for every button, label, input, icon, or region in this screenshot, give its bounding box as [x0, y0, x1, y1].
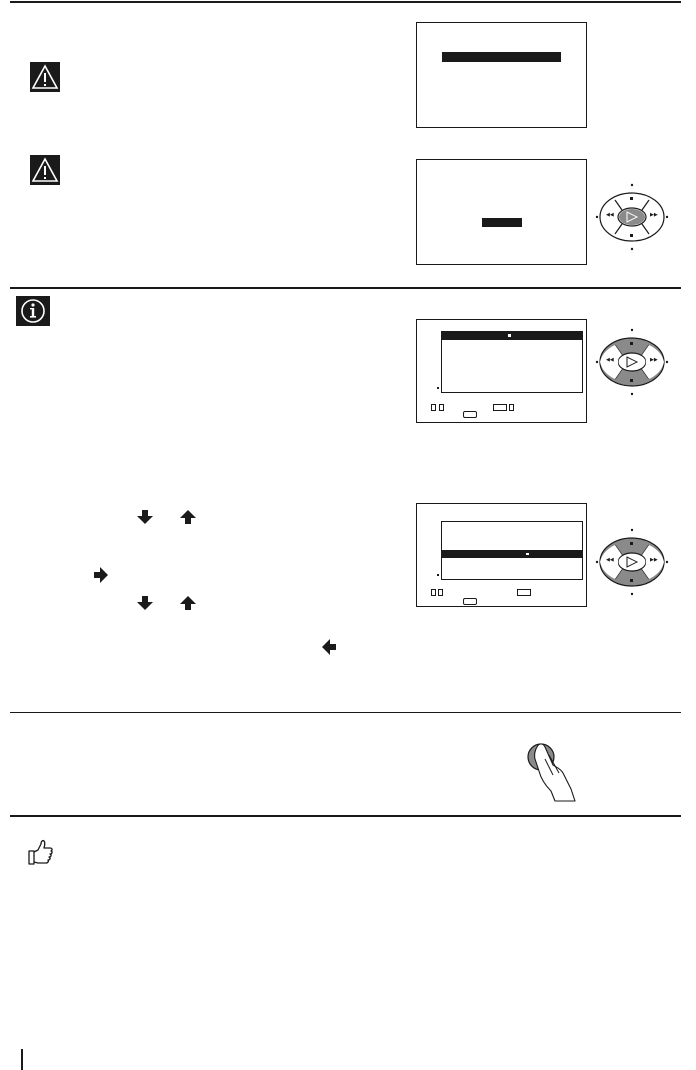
warning-icon-2: [30, 155, 60, 185]
selection-bar: [482, 218, 522, 227]
top-rule: [10, 1, 681, 3]
menu-hint-dot-2: [437, 574, 439, 576]
menu-selected-row: [441, 550, 583, 558]
remote-control-pad-icon-2: [594, 324, 670, 400]
arrow-right-icon: [94, 567, 108, 583]
arrow-up-icon: [180, 510, 196, 524]
info-icon: [16, 296, 50, 326]
section-rule-3: [10, 815, 681, 817]
menu-box: [441, 331, 583, 393]
svg-text:◀◀: ◀◀: [606, 212, 614, 218]
section-rule-1: [10, 287, 681, 289]
highlight-bar: [442, 52, 561, 62]
tv-screen-4: [416, 503, 587, 607]
tv-screen-1: [416, 22, 587, 128]
warning-icon-1: [30, 62, 60, 92]
menu-hint-dot: [437, 387, 439, 389]
svg-text:▶▶: ▶▶: [650, 557, 658, 563]
svg-text:▶▶: ▶▶: [650, 357, 658, 363]
row-marker: [526, 553, 529, 555]
screen-button-hints-2: [431, 588, 551, 604]
section-rule-2: [10, 712, 681, 713]
thumbs-up-icon: [26, 838, 54, 866]
tv-screen-2: [416, 159, 587, 265]
tv-screen-3: [416, 319, 587, 423]
screen-button-hints: [431, 403, 531, 419]
svg-text:▶▶: ▶▶: [650, 212, 658, 218]
menu-title-bar: [441, 331, 583, 340]
svg-text:◀◀: ◀◀: [606, 557, 614, 563]
page-footer-bar: [21, 1049, 23, 1070]
arrow-up-icon-2: [180, 596, 196, 610]
arrow-down-icon-2: [137, 596, 153, 610]
arrow-down-icon: [137, 510, 153, 524]
remote-control-pad-icon-3: [594, 524, 670, 600]
hand-pressing-button-icon: [523, 739, 577, 803]
menu-title-marker: [508, 334, 511, 337]
svg-text:◀◀: ◀◀: [606, 357, 614, 363]
arrow-left-icon: [322, 639, 336, 655]
remote-control-pad-icon: [594, 179, 670, 255]
